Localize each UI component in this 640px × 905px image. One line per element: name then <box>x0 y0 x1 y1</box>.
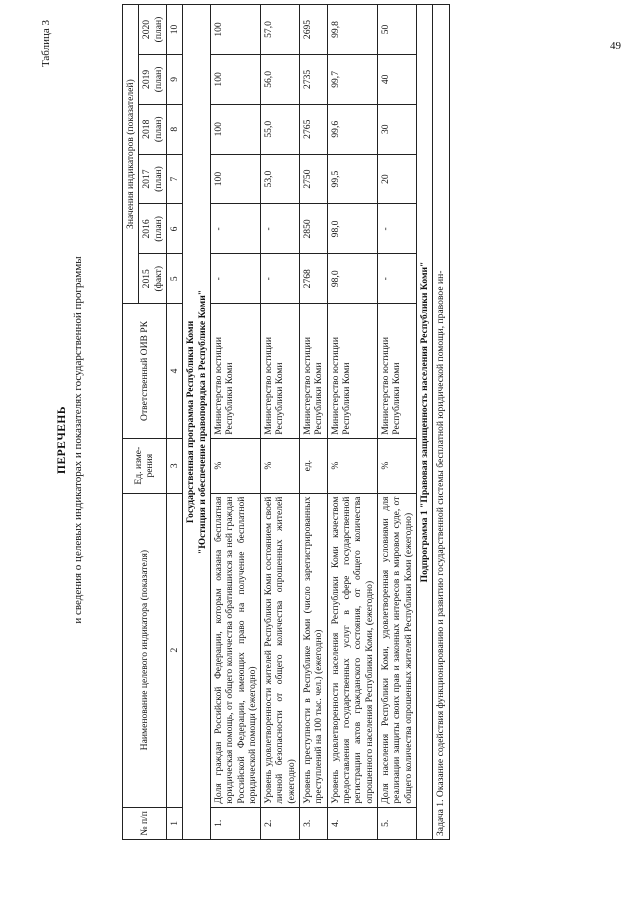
header-oiv: Ответственный ОИВ РК <box>123 304 167 439</box>
row-value: 53,0 <box>261 154 300 204</box>
row-unit: % <box>327 438 377 493</box>
header-year: 2016 (план) <box>139 204 167 254</box>
table-row <box>327 5 377 840</box>
row-num: 1. <box>210 807 260 839</box>
row-value: 40 <box>377 54 416 104</box>
row-value: 57,0 <box>261 5 300 55</box>
header-num: № п/п <box>123 807 167 839</box>
header-values-group: Значения индикаторов (показателей) <box>123 5 139 304</box>
header-year: 2015 (факт) <box>139 254 167 304</box>
row-indicator-name: Уровень удовлетворенности жителей Республики Коми состоянием своей личной безопасности от общего количества опрошенных жителей (ежегодно) <box>261 493 300 807</box>
subprogram-title: Подпрограмма 1 "Правовая защищенность населения Республики Коми" <box>416 5 432 840</box>
table-row <box>300 5 328 840</box>
row-oiv: Министерство юстиции Республики Коми <box>377 304 416 439</box>
row-value: - <box>261 254 300 304</box>
row-indicator-name: Доля граждан Российской Федерации, которым оказана бесплатная юридическая помощь, от общего количества обратившихся за ней граждан Российской Федерации, имеющих право на получение бесплатной юридической помощи (ежегодно) <box>210 493 260 807</box>
table-label: Таблица 3 <box>40 20 52 68</box>
program-section-row <box>183 5 211 840</box>
document-title: ПЕРЕЧЕНЬ <box>56 406 68 474</box>
column-number: 7 <box>166 154 182 204</box>
page-number: 49 <box>610 40 621 52</box>
row-unit: % <box>210 438 260 493</box>
header-year: 2017 (план) <box>139 154 167 204</box>
row-value: 100 <box>210 154 260 204</box>
row-indicator-name: Уровень удовлетворенности населения Республики Коми качеством предоставления государственных услуг в сфере государственной регистрации актов гражданского состояния, от общего количества опрошенного населения Республики Коми, (ежегодно) <box>327 493 377 807</box>
row-value: - <box>210 204 260 254</box>
row-value: - <box>261 204 300 254</box>
row-value: - <box>377 204 416 254</box>
row-value: 100 <box>210 5 260 55</box>
column-number: 10 <box>166 5 182 55</box>
row-value: - <box>377 254 416 304</box>
row-unit: % <box>377 438 416 493</box>
row-value: 2750 <box>300 154 328 204</box>
row-value: 20 <box>377 154 416 204</box>
row-num: 2. <box>261 807 300 839</box>
row-value: 2735 <box>300 54 328 104</box>
row-oiv: Министерство юстиции Республики Коми <box>300 304 328 439</box>
row-num: 3. <box>300 807 328 839</box>
row-value: 98,0 <box>327 204 377 254</box>
table-row <box>210 5 260 840</box>
row-value: 55,0 <box>261 104 300 154</box>
column-number: 6 <box>166 204 182 254</box>
row-oiv: Министерство юстиции Республики Коми <box>210 304 260 439</box>
indicators-table <box>122 4 450 840</box>
header-year: 2020 (план) <box>139 5 167 55</box>
rotated-content <box>0 10 640 870</box>
row-oiv: Министерство юстиции Республики Коми <box>261 304 300 439</box>
table-row <box>261 5 300 840</box>
column-number: 4 <box>166 304 182 439</box>
row-value: 99,6 <box>327 104 377 154</box>
row-num: 5. <box>377 807 416 839</box>
row-unit: % <box>261 438 300 493</box>
column-number: 3 <box>166 438 182 493</box>
column-number: 8 <box>166 104 182 154</box>
header-name: Наименование целевого индикатора (показателя) <box>123 493 167 807</box>
program-section-cell <box>183 5 211 840</box>
row-value: 2765 <box>300 104 328 154</box>
subprogram-row <box>416 5 432 840</box>
row-value: 99,8 <box>327 5 377 55</box>
row-value: 100 <box>210 54 260 104</box>
column-number: 2 <box>166 493 182 807</box>
column-number: 9 <box>166 54 182 104</box>
task-row <box>433 5 449 840</box>
row-oiv: Министерство юстиции Республики Коми <box>327 304 377 439</box>
row-indicator-name: Доля населения Республики Коми, удовлетворенная условиями для реализации защиты своих прав и законных интересов в мировом суде, от общего количества опрошенных жителей Республики Коми (ежегодно) <box>377 493 416 807</box>
program-section-line1: Государственная программа Республики Коми <box>185 320 197 524</box>
table-row <box>377 5 416 840</box>
column-number: 5 <box>166 254 182 304</box>
row-num: 4. <box>327 807 377 839</box>
row-value: 99,7 <box>327 54 377 104</box>
row-value: 56,0 <box>261 54 300 104</box>
row-value: 2850 <box>300 204 328 254</box>
document-subtitle: и сведения о целевых индикаторах и показателях государственной программы <box>72 256 84 624</box>
row-value: 99,5 <box>327 154 377 204</box>
task-text: Задача 1. Оказание содействия функционированию и развитию государственной системы бесплатной юридической помощи, правовое ин- <box>433 5 449 840</box>
row-value: 30 <box>377 104 416 154</box>
row-value: - <box>210 254 260 304</box>
column-numbers-row <box>166 5 182 840</box>
row-indicator-name: Уровень преступности в Республике Коми (число зарегистрированных преступлений на 100 тыс. чел.) (ежегодно) <box>300 493 328 807</box>
row-unit: ед. <box>300 438 328 493</box>
row-value: 98,0 <box>327 254 377 304</box>
row-value: 2695 <box>300 5 328 55</box>
header-year: 2018 (план) <box>139 104 167 154</box>
row-value: 50 <box>377 5 416 55</box>
header-row-main <box>123 5 139 840</box>
header-unit: Ед. изме-рения <box>123 438 167 493</box>
program-section-line2: "Юстиция и обеспечение правопорядка в Республике Коми" <box>196 289 208 555</box>
row-value: 2768 <box>300 254 328 304</box>
row-value: 100 <box>210 104 260 154</box>
header-year: 2019 (план) <box>139 54 167 104</box>
column-number: 1 <box>166 807 182 839</box>
